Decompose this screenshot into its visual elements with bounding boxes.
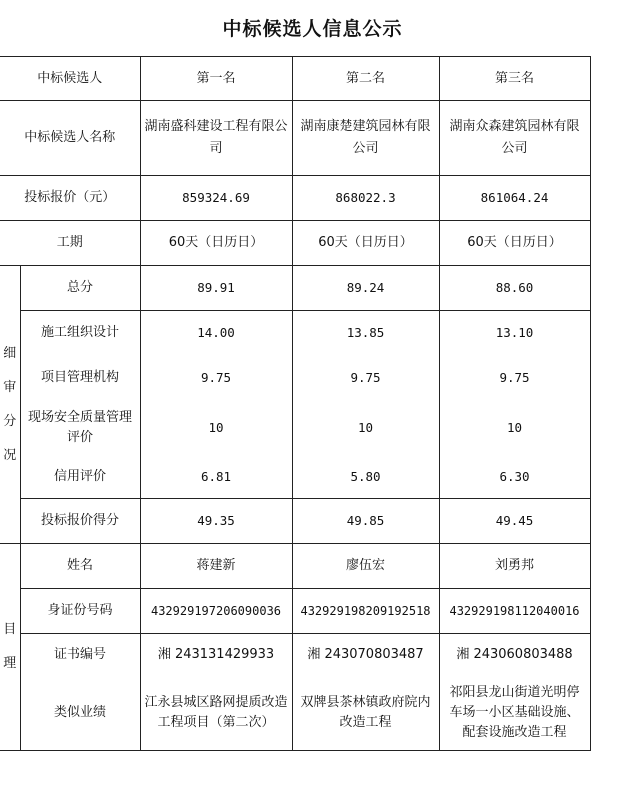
name-value-3: 湖南众森建筑园林有限公司 [439,101,590,176]
total-row [0,266,590,311]
design-value-3: 13.10 [439,311,590,356]
design-label: 施工组织设计 [20,311,140,356]
rank-2: 第二名 [292,57,439,101]
total-value-1: 89.91 [140,266,292,311]
score-label-char: 细 [3,345,17,361]
header-row [0,57,590,101]
name-row [0,101,590,176]
price-label: 投标报价（元） [0,176,140,221]
mgmt-value-1: 9.75 [140,356,292,401]
total-value-3: 88.60 [439,266,590,311]
pm-perf-value-1: 江永县城区路网提质改造工程项目（第二次） [140,676,292,751]
pm-id-value-1: 432929197206090036 [140,589,292,634]
score-label-char: 况 [3,447,17,463]
mgmt-label: 项目管理机构 [20,356,140,401]
pm-name-row [0,544,590,589]
total-value-2: 89.24 [292,266,439,311]
pm-label-char: 理 [3,656,17,671]
name-value-2: 湖南康楚建筑园林有限公司 [292,101,439,176]
pm-perf-label: 类似业绩 [20,676,140,751]
header-label: 中标候选人 [0,57,140,101]
safety-value-2: 10 [292,401,439,456]
design-row [0,311,590,356]
score-label-char: 分 [3,413,17,429]
pm-id-row [0,589,590,634]
price-value-3: 861064.24 [439,176,590,221]
name-label: 中标候选人名称 [0,101,140,176]
pm-cert-value-2: 湘 243070803487 [292,634,439,676]
price-value-1: 859324.69 [140,176,292,221]
period-value-3: 60天（日历日） [439,221,590,266]
pm-cert-label: 证书编号 [20,634,140,676]
pm-name-label: 姓名 [20,544,140,589]
price-score-value-1: 49.35 [140,499,292,544]
pm-id-value-2: 432929198209192518 [292,589,439,634]
safety-label: 现场安全质量管理评价 [20,401,140,456]
mgmt-value-2: 9.75 [292,356,439,401]
page-title: 中标候选人信息公示 [222,18,403,40]
credit-value-2: 5.80 [292,456,439,499]
period-value-1: 60天（日历日） [140,221,292,266]
safety-value-1: 10 [140,401,292,456]
pm-cert-value-3: 湘 243060803488 [439,634,590,676]
price-score-value-2: 49.85 [292,499,439,544]
period-row [0,221,590,266]
price-row [0,176,590,221]
pm-label-char: 目 [3,622,17,637]
mgmt-row [0,356,590,401]
safety-row [0,401,590,456]
pm-id-value-3: 432929198112040016 [439,589,590,634]
credit-label: 信用评价 [20,456,140,499]
pm-section-label [0,544,20,751]
price-score-row [0,499,590,544]
pm-perf-row [0,676,590,751]
mgmt-value-3: 9.75 [439,356,590,401]
price-value-2: 868022.3 [292,176,439,221]
design-value-1: 14.00 [140,311,292,356]
price-score-value-3: 49.45 [439,499,590,544]
credit-row [0,456,590,499]
pm-perf-value-3: 祁阳县龙山街道光明停车场一小区基础设施、配套设施改造工程 [439,676,590,751]
pm-cert-value-1: 湘 243131429933 [140,634,292,676]
total-label: 总分 [20,266,140,311]
candidate-table [0,56,591,751]
price-score-label: 投标报价得分 [20,499,140,544]
pm-name-value-3: 刘勇邦 [439,544,590,589]
design-value-2: 13.85 [292,311,439,356]
safety-value-3: 10 [439,401,590,456]
period-value-2: 60天（日历日） [292,221,439,266]
pm-name-value-2: 廖伍宏 [292,544,439,589]
name-value-1: 湖南盛科建设工程有限公司 [140,101,292,176]
score-section-label [0,266,20,544]
credit-value-3: 6.30 [439,456,590,499]
rank-1: 第一名 [140,57,292,101]
rank-3: 第三名 [439,57,590,101]
pm-perf-value-2: 双牌县茶林镇政府院内改造工程 [292,676,439,751]
pm-name-value-1: 蒋建新 [140,544,292,589]
credit-value-1: 6.81 [140,456,292,499]
period-label: 工期 [0,221,140,266]
pm-id-label: 身证份号码 [20,589,140,634]
score-label-char: 审 [3,379,17,395]
pm-cert-row [0,634,590,676]
